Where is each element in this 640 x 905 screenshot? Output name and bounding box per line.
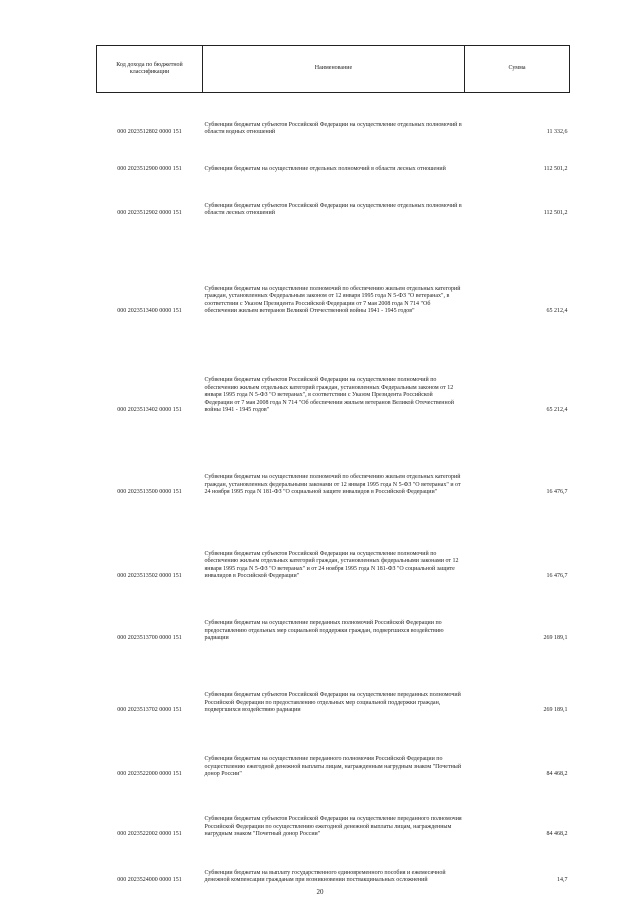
revenue-table xyxy=(96,45,570,885)
row-sum: 84 468,2 xyxy=(546,831,568,837)
row-code: 000 2023513502 0000 151 xyxy=(117,573,182,579)
row-sum: 112 501,2 xyxy=(543,210,568,216)
table-row xyxy=(97,839,570,885)
row-code: 000 2023522002 0000 151 xyxy=(117,831,182,837)
row-code: 000 2023513700 0000 151 xyxy=(117,635,182,641)
row-name: Субвенции бюджетам на осуществление полномочий по обеспечению жильем отдельных категорий граждан, установленных федеральными законами от 12 января 1995 года N 5-ФЗ "О ветеранах" и от 24 ноября 1995 года N 181-ФЗ "О социальной защите инвалидов в Российской Федерации" xyxy=(204,474,461,495)
table-row xyxy=(97,93,570,137)
row-sum: 112 501,2 xyxy=(543,166,568,172)
table-header-row xyxy=(97,46,570,93)
row-code: 000 2023512802 0000 151 xyxy=(117,129,182,135)
row-sum: 14,7 xyxy=(557,877,568,883)
header-code: Код дохода по бюджетной классификации xyxy=(97,46,203,93)
row-name: Субвенции бюджетам субъектов Российской Федерации на осуществление полномочий по обеспечению жильем отдельных категорий граждан, установленных федеральными законами от 12 января 1995 года N 5-ФЗ "О ветеранах" и от 24 ноября 1995 года N 181-ФЗ "О социальной защите инвалидов в Российской Федерации" xyxy=(204,550,459,579)
table-row xyxy=(97,497,570,581)
row-code: 000 2023512902 0000 151 xyxy=(117,210,182,216)
row-code: 000 2023512900 0000 151 xyxy=(117,166,182,172)
row-code: 000 2023513500 0000 151 xyxy=(117,489,182,495)
row-sum: 84 468,2 xyxy=(546,771,568,777)
row-name: Субвенции бюджетам на осуществление переданного полномочия Российской Федерации по осуществлению ежегодной денежной выплаты лицам, награжденным нагрудным знаком "Почетный донор России" xyxy=(204,756,462,777)
row-code: 000 2023513702 0000 151 xyxy=(117,707,182,713)
row-name: Субвенции бюджетам субъектов Российской Федерации на осуществление полномочий по обеспечению жильем отдельных категорий граждан, установленных Федеральным законом от 12 января 1995 года N 5-ФЗ "О ветеранах", в соответствии с Указом Президента Российской Федерации от 7 мая 2008 года N 714 "Об обеспечении жильем ветеранов Великой Отечественной войны 1941 - 1945 годов" xyxy=(204,377,454,413)
row-sum: 65 212,4 xyxy=(546,308,568,314)
row-sum: 269 189,1 xyxy=(543,635,568,641)
row-code: 000 2023513402 0000 151 xyxy=(117,407,182,413)
row-sum: 16 476,7 xyxy=(546,489,568,495)
row-name: Субвенции бюджетам субъектов Российской Федерации на осуществление переданных полномочий Российской Федерации по предоставлению отдельных мер социальной поддержки граждан, подвергшихся воздействию радиации xyxy=(204,692,461,713)
row-sum: 65 212,4 xyxy=(546,407,568,413)
row-name: Субвенции бюджетам субъектов Российской Федерации на осуществление переданного полномочия Российской Федерации по осуществлению ежегодной денежной выплаты лицам, награжденным нагрудным знаком "Почетный донор России" xyxy=(204,816,462,837)
row-sum: 11 332,6 xyxy=(546,129,568,135)
table-row xyxy=(97,715,570,779)
header-sum: Сумма xyxy=(465,46,570,93)
table-row xyxy=(97,581,570,643)
row-name: Субвенции бюджетам на осуществление переданных полномочий Российской Федерации по предоставлению отдельных мер социальной поддержки граждан, подвергшихся воздействию радиации xyxy=(204,620,444,641)
row-sum: 269 189,1 xyxy=(543,707,568,713)
row-sum: 16 476,7 xyxy=(546,573,568,579)
row-name: Субвенции бюджетам на осуществление отдельных полномочий в области лесных отношений xyxy=(204,166,446,172)
table-row xyxy=(97,316,570,415)
table-row xyxy=(97,779,570,839)
row-code: 000 2023522000 0000 151 xyxy=(117,771,182,777)
header-name: Наименование xyxy=(203,46,465,93)
row-name: Субвенции бюджетам субъектов Российской Федерации на осуществление отдельных полномочий в области водных отношений xyxy=(204,121,462,135)
row-name: Субвенции бюджетам на осуществление полномочий по обеспечению жильем отдельных категорий граждан, установленных Федеральным законом от 12 января 1995 года N 5-ФЗ "О ветеранах", в соответствии с Указом Президента Российской Федерации от 7 мая 2008 года N 714 "Об обеспечении жильем ветеранов Великой Отечественной войны 1941 - 1945 годов" xyxy=(204,285,461,314)
row-name: Субвенции бюджетам субъектов Российской Федерации на осуществление отдельных полномочий в области лесных отношений xyxy=(204,202,462,216)
table-row xyxy=(97,643,570,715)
table-row xyxy=(97,137,570,174)
row-code: 000 2023524000 0000 151 xyxy=(117,877,182,883)
table-row xyxy=(97,174,570,218)
row-name: Субвенции бюджетам на выплату государственного единовременного пособия и ежемесячной денежной компенсации гражданам при возникновении поствакцинальных осложнений xyxy=(204,869,446,883)
table-row xyxy=(97,415,570,497)
row-code: 000 2023513400 0000 151 xyxy=(117,308,182,314)
page-number: 20 xyxy=(316,888,324,896)
table-row xyxy=(97,218,570,316)
